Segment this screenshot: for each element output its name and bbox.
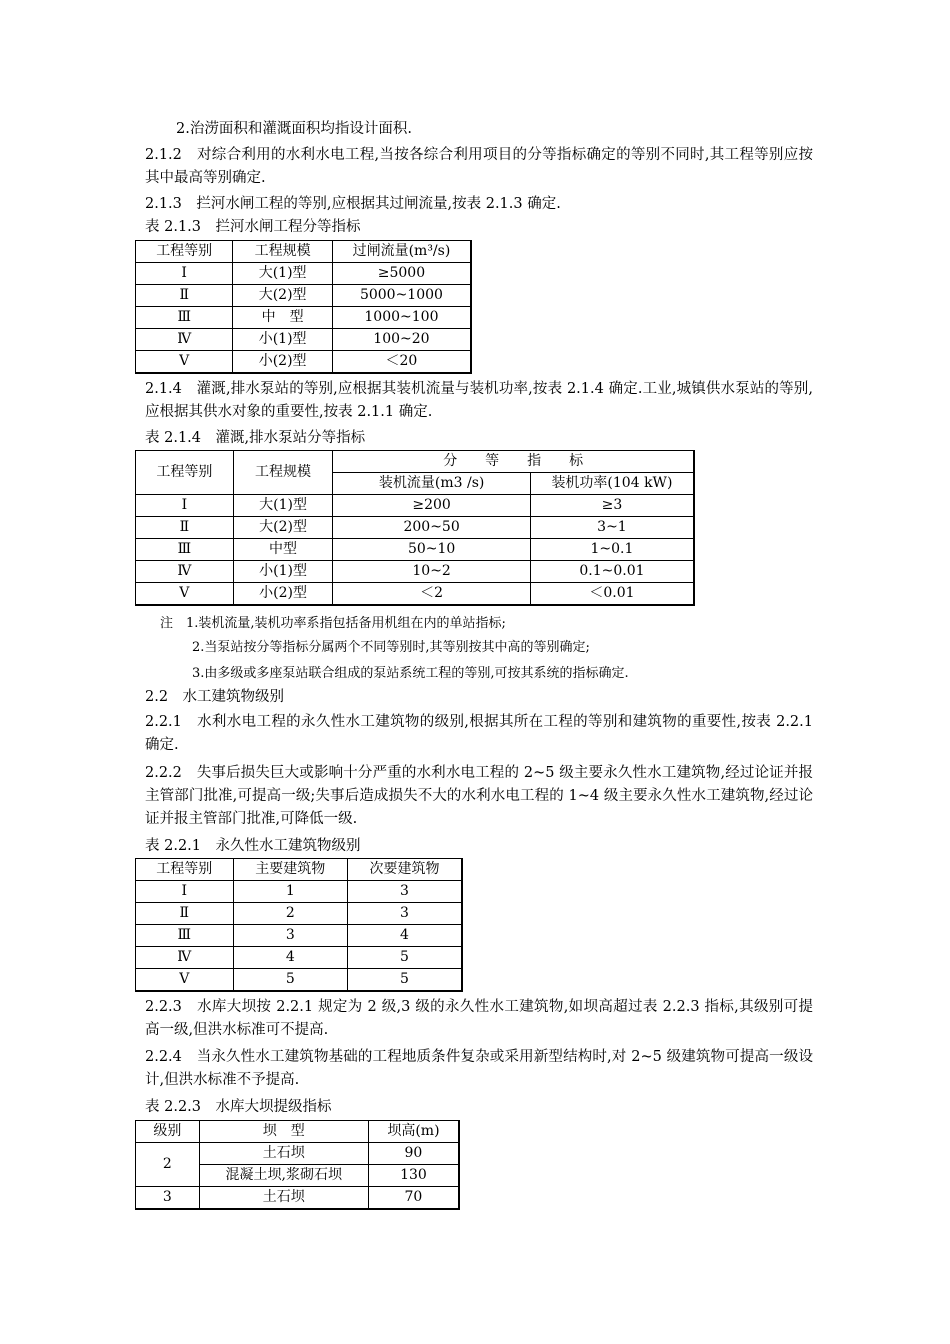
table-cell: 90 — [368, 1143, 459, 1165]
flood-area-note: 2.治涝面积和灌溉面积均指设计面积. — [176, 121, 412, 137]
table-2-1-3-caption: 表 2.1.3 拦河水闸工程分等指标 — [145, 219, 361, 235]
table-note-1: 注 1.装机流量,装机功率系指包括备用机组在内的单站指标; — [160, 616, 506, 631]
table-cell: 小(1)型 — [233, 329, 332, 351]
table-cell: Ⅱ — [136, 285, 233, 307]
clause-2-2-3: 2.2.3 水库大坝按 2.2.1 规定为 2 级,3 级的永久性水工建筑物,如坝高超过表 2.2.3 指标,其级别可提高一级,但洪水标准可不提高. — [145, 999, 813, 1038]
table-row — [136, 561, 695, 583]
table-cell: Ⅰ — [136, 495, 234, 517]
header-cell: 坝高(m) — [368, 1121, 459, 1143]
clause-2-2-4: 2.2.4 当永久性水工建筑物基础的工程地质条件复杂或采用新型结构时,对 2~5 级建筑物可提高一级设计,但洪水标准不予提高. — [145, 1049, 813, 1088]
table-cell: 5 — [348, 969, 462, 992]
table-row — [136, 947, 463, 969]
table-cell: 4 — [233, 947, 347, 969]
table-cell: 3 — [136, 1187, 200, 1210]
table-cell: ＜0.01 — [530, 583, 694, 606]
table-cell: 3~1 — [530, 517, 694, 539]
table-header-row — [136, 451, 695, 473]
table-note-2: 2.当泵站按分等指标分属两个不同等别时,其等别按其中高的等别确定; — [192, 640, 590, 655]
table-header-row — [136, 241, 472, 263]
table-cell: 大(2)型 — [233, 517, 333, 539]
table-cell: 中型 — [233, 539, 333, 561]
clause-2-1-3: 2.1.3 拦河水闸工程的等别,应根据其过闸流量,按表 2.1.3 确定. — [145, 196, 561, 212]
table-cell: 3 — [233, 925, 347, 947]
table-cell: 土石坝 — [199, 1187, 368, 1210]
table-header-row — [136, 1121, 460, 1143]
table-row — [136, 903, 463, 925]
table-row — [136, 329, 472, 351]
header-cell: 装机流量(m3 /s) — [333, 473, 530, 495]
table-cell: Ⅴ — [136, 583, 234, 606]
header-cell: 工程等别 — [136, 859, 234, 881]
table-cell: ≥3 — [530, 495, 694, 517]
header-group-cell: 分 等 指 标 — [333, 451, 694, 473]
table-row — [136, 495, 695, 517]
table-cell: 50~10 — [333, 539, 530, 561]
clause-2-1-4: 2.1.4 灌溉,排水泵站的等别,应根据其装机流量与装机功率,按表 2.1.4 确定.工业,城镇供水泵站的等别,应根据其供水对象的重要性,按表 2.1.1 确定. — [145, 381, 813, 420]
table-cell: Ⅱ — [136, 903, 234, 925]
table-cell: 小(1)型 — [233, 561, 333, 583]
table-cell: 2 — [136, 1143, 200, 1187]
header-cell: 主要建筑物 — [233, 859, 347, 881]
clause-2-1-2: 2.1.2 对综合利用的水利水电工程,当按各综合利用项目的分等指标确定的等别不同时,其工程等别应按其中最高等别确定. — [145, 147, 813, 186]
table-cell: Ⅳ — [136, 329, 233, 351]
table-cell: 5000~1000 — [332, 285, 471, 307]
table-cell: 小(2)型 — [233, 351, 332, 374]
table-cell: 3 — [348, 881, 462, 903]
table-cell: 小(2)型 — [233, 583, 333, 606]
table-cell: 3 — [348, 903, 462, 925]
header-cell: 工程等别 — [136, 241, 233, 263]
table-2-2-3-caption: 表 2.2.3 水库大坝提级指标 — [145, 1099, 332, 1115]
table-cell: 4 — [348, 925, 462, 947]
clause-2-2-2: 2.2.2 失事后损失巨大或影响十分严重的水利水电工程的 2~5 级主要永久性水工建筑物,经过论证并报主管部门批准,可提高一级;失事后造成损失不大的水利水电工程的 1~4 级主要永久性水工建筑物,经过论证并报主管部门批准,可降低一级. — [145, 765, 813, 827]
table-header-row — [136, 859, 463, 881]
table-cell: 中 型 — [233, 307, 332, 329]
table-cell: 130 — [368, 1165, 459, 1187]
table-cell: Ⅳ — [136, 561, 234, 583]
table-cell: 70 — [368, 1187, 459, 1210]
table-2-1-4 — [135, 450, 695, 606]
table-row — [136, 307, 472, 329]
header-cell: 坝 型 — [199, 1121, 368, 1143]
table-cell: ＜2 — [333, 583, 530, 606]
table-cell: 大(2)型 — [233, 285, 332, 307]
header-cell: 装机功率(104 kW) — [530, 473, 694, 495]
table-cell: 大(1)型 — [233, 263, 332, 285]
table-2-2-3 — [135, 1120, 460, 1210]
table-cell: 1 — [233, 881, 347, 903]
table-row — [136, 1187, 460, 1210]
clause-2-2-1: 2.2.1 水利水电工程的永久性水工建筑物的级别,根据其所在工程的等别和建筑物的重要性,按表 2.2.1 确定. — [145, 714, 813, 753]
table-cell: 5 — [348, 947, 462, 969]
table-row — [136, 539, 695, 561]
table-row — [136, 1143, 460, 1165]
table-row — [136, 263, 472, 285]
table-cell: Ⅳ — [136, 947, 234, 969]
table-cell: 土石坝 — [199, 1143, 368, 1165]
table-cell: ≥200 — [333, 495, 530, 517]
table-row — [136, 881, 463, 903]
header-cell: 过闸流量(m³/s) — [332, 241, 471, 263]
table-row — [136, 583, 695, 606]
table-2-1-3 — [135, 240, 472, 374]
table-row — [136, 969, 463, 992]
table-cell: Ⅲ — [136, 925, 234, 947]
table-cell: 混凝土坝,浆砌石坝 — [199, 1165, 368, 1187]
header-cell: 工程等别 — [136, 451, 234, 495]
table-row — [136, 925, 463, 947]
header-cell: 工程规模 — [233, 241, 332, 263]
table-row — [136, 351, 472, 374]
table-cell: 2 — [233, 903, 347, 925]
table-cell: Ⅰ — [136, 881, 234, 903]
table-cell: 1~0.1 — [530, 539, 694, 561]
table-row — [136, 285, 472, 307]
table-note-3: 3.由多级或多座泵站联合组成的泵站系统工程的等别,可按其系统的指标确定. — [192, 666, 629, 681]
table-cell: Ⅲ — [136, 307, 233, 329]
table-cell: ≥5000 — [332, 263, 471, 285]
table-row — [136, 517, 695, 539]
section-2-2-heading: 2.2 水工建筑物级别 — [145, 689, 285, 705]
table-cell: Ⅴ — [136, 969, 234, 992]
table-2-2-1-caption: 表 2.2.1 永久性水工建筑物级别 — [145, 838, 361, 854]
table-cell: Ⅲ — [136, 539, 234, 561]
table-2-2-1 — [135, 858, 463, 992]
header-cell: 工程规模 — [233, 451, 333, 495]
table-cell: Ⅱ — [136, 517, 234, 539]
table-cell: Ⅴ — [136, 351, 233, 374]
table-cell: 5 — [233, 969, 347, 992]
table-2-1-4-caption: 表 2.1.4 灌溉,排水泵站分等指标 — [145, 430, 366, 446]
table-cell: ＜20 — [332, 351, 471, 374]
table-cell: 10~2 — [333, 561, 530, 583]
table-cell: 大(1)型 — [233, 495, 333, 517]
header-cell: 次要建筑物 — [348, 859, 462, 881]
header-cell: 级别 — [136, 1121, 200, 1143]
table-cell: 0.1~0.01 — [530, 561, 694, 583]
table-cell: Ⅰ — [136, 263, 233, 285]
table-cell: 200~50 — [333, 517, 530, 539]
table-cell: 100~20 — [332, 329, 471, 351]
table-cell: 1000~100 — [332, 307, 471, 329]
